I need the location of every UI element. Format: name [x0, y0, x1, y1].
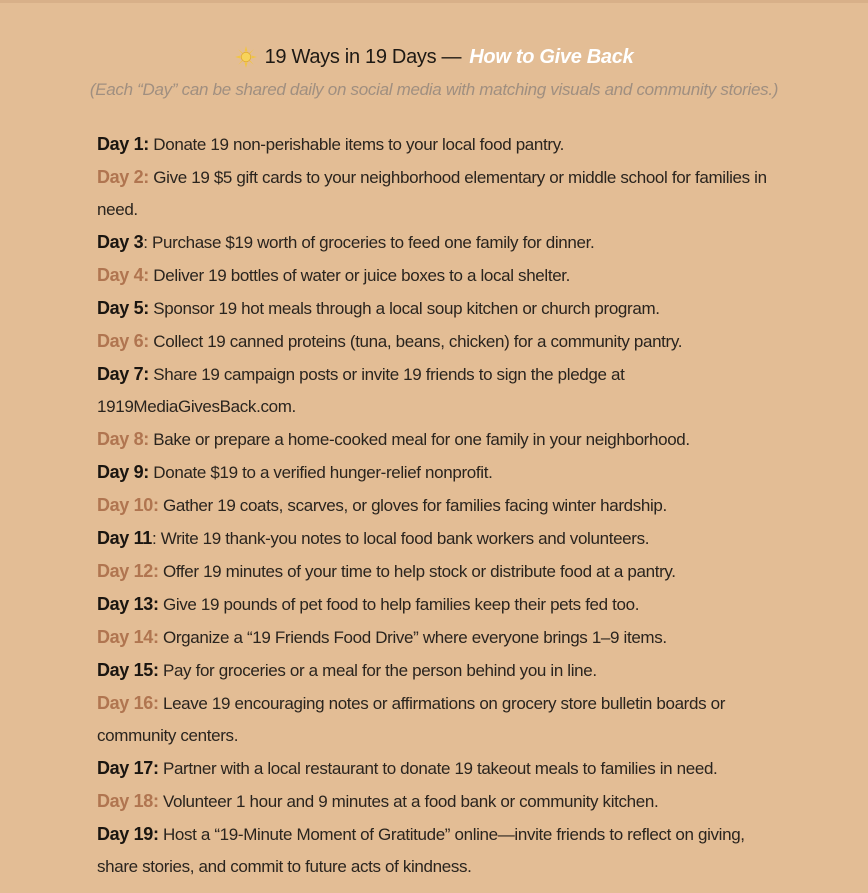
day-label: Day 7:	[97, 364, 149, 384]
day-label: Day 3	[97, 232, 144, 252]
list-item	[97, 555, 767, 588]
day-text: Bake or prepare a home-cooked meal for one family in your neighborhood.	[148, 430, 690, 449]
day-text: Deliver 19 bottles of water or juice boxes to a local shelter.	[148, 266, 571, 285]
list-item	[97, 752, 767, 785]
day-label: Day 18:	[97, 791, 159, 811]
day-label: Day 10:	[97, 495, 159, 515]
top-divider	[0, 0, 868, 3]
list-item	[97, 785, 767, 818]
list-item	[97, 588, 767, 621]
list-item	[97, 259, 767, 292]
day-label: Day 17:	[97, 758, 159, 778]
day-text: : Purchase $19 worth of groceries to feed one family for dinner.	[143, 233, 595, 252]
page-subtitle: (Each “Day” can be shared daily on social media with matching visuals and community stories.)	[89, 80, 779, 99]
day-text: Share 19 campaign posts or invite 19 friends to sign the pledge at 1919MediaGivesBack.com.	[97, 365, 625, 416]
list-item	[97, 161, 767, 226]
list-item	[97, 654, 767, 687]
day-label: Day 19:	[97, 824, 159, 844]
list-item	[97, 687, 767, 752]
day-label: Day 2:	[97, 167, 149, 187]
title-highlight: How to Give Back	[469, 46, 634, 68]
day-text: Host a “19-Minute Moment of Gratitude” online—invite friends to reflect on giving, share stories, and commit to future acts of kindness.	[97, 825, 745, 876]
list-item	[97, 818, 767, 883]
day-text: Offer 19 minutes of your time to help stock or distribute food at a pantry.	[158, 562, 676, 581]
day-label: Day 16:	[97, 693, 159, 713]
days-list	[97, 128, 767, 883]
list-item	[97, 489, 767, 522]
list-item	[97, 423, 767, 456]
day-text: Pay for groceries or a meal for the person behind you in line.	[158, 661, 597, 680]
list-item	[97, 226, 767, 259]
day-text: Gather 19 coats, scarves, or gloves for families facing winter hardship.	[158, 496, 667, 515]
day-label: Day 13:	[97, 594, 159, 614]
day-text: Donate $19 to a verified hunger-relief nonprofit.	[148, 463, 493, 482]
day-text: Leave 19 encouraging notes or affirmations on grocery store bulletin boards or community centers.	[97, 694, 726, 745]
day-text: Organize a “19 Friends Food Drive” where everyone brings 1–9 items.	[158, 628, 667, 647]
list-item	[97, 325, 767, 358]
day-text: Collect 19 canned proteins (tuna, beans, chicken) for a community pantry.	[148, 332, 683, 351]
day-label: Day 6:	[97, 331, 149, 351]
day-label: Day 9:	[97, 462, 149, 482]
list-item	[97, 128, 767, 161]
list-item	[97, 522, 767, 555]
page-title	[235, 44, 634, 70]
day-text: Give 19 pounds of pet food to help families keep their pets fed too.	[158, 595, 640, 614]
day-label: Day 4:	[97, 265, 149, 285]
list-item	[97, 292, 767, 325]
day-text: Donate 19 non-perishable items to your local food pantry.	[148, 135, 564, 154]
day-label: Day 5:	[97, 298, 149, 318]
day-label: Day 12:	[97, 561, 159, 581]
day-label: Day 15:	[97, 660, 159, 680]
list-item	[97, 456, 767, 489]
day-text: Volunteer 1 hour and 9 minutes at a food bank or community kitchen.	[158, 792, 659, 811]
list-item	[97, 358, 767, 423]
day-text: Give 19 $5 gift cards to your neighborhood elementary or middle school for families in need.	[97, 168, 767, 219]
day-label: Day 11	[97, 528, 152, 548]
day-text: : Write 19 thank-you notes to local food bank workers and volunteers.	[151, 529, 650, 548]
day-label: Day 1:	[97, 134, 149, 154]
title-text: 19 Ways in 19 Days —	[264, 46, 462, 68]
day-label: Day 8:	[97, 429, 149, 449]
day-label: Day 14:	[97, 627, 159, 647]
day-text: Partner with a local restaurant to donate 19 takeout meals to families in need.	[158, 759, 718, 778]
sun-icon	[235, 46, 257, 68]
day-text: Sponsor 19 hot meals through a local soup kitchen or church program.	[148, 299, 660, 318]
page-header	[0, 44, 868, 101]
list-item	[97, 621, 767, 654]
